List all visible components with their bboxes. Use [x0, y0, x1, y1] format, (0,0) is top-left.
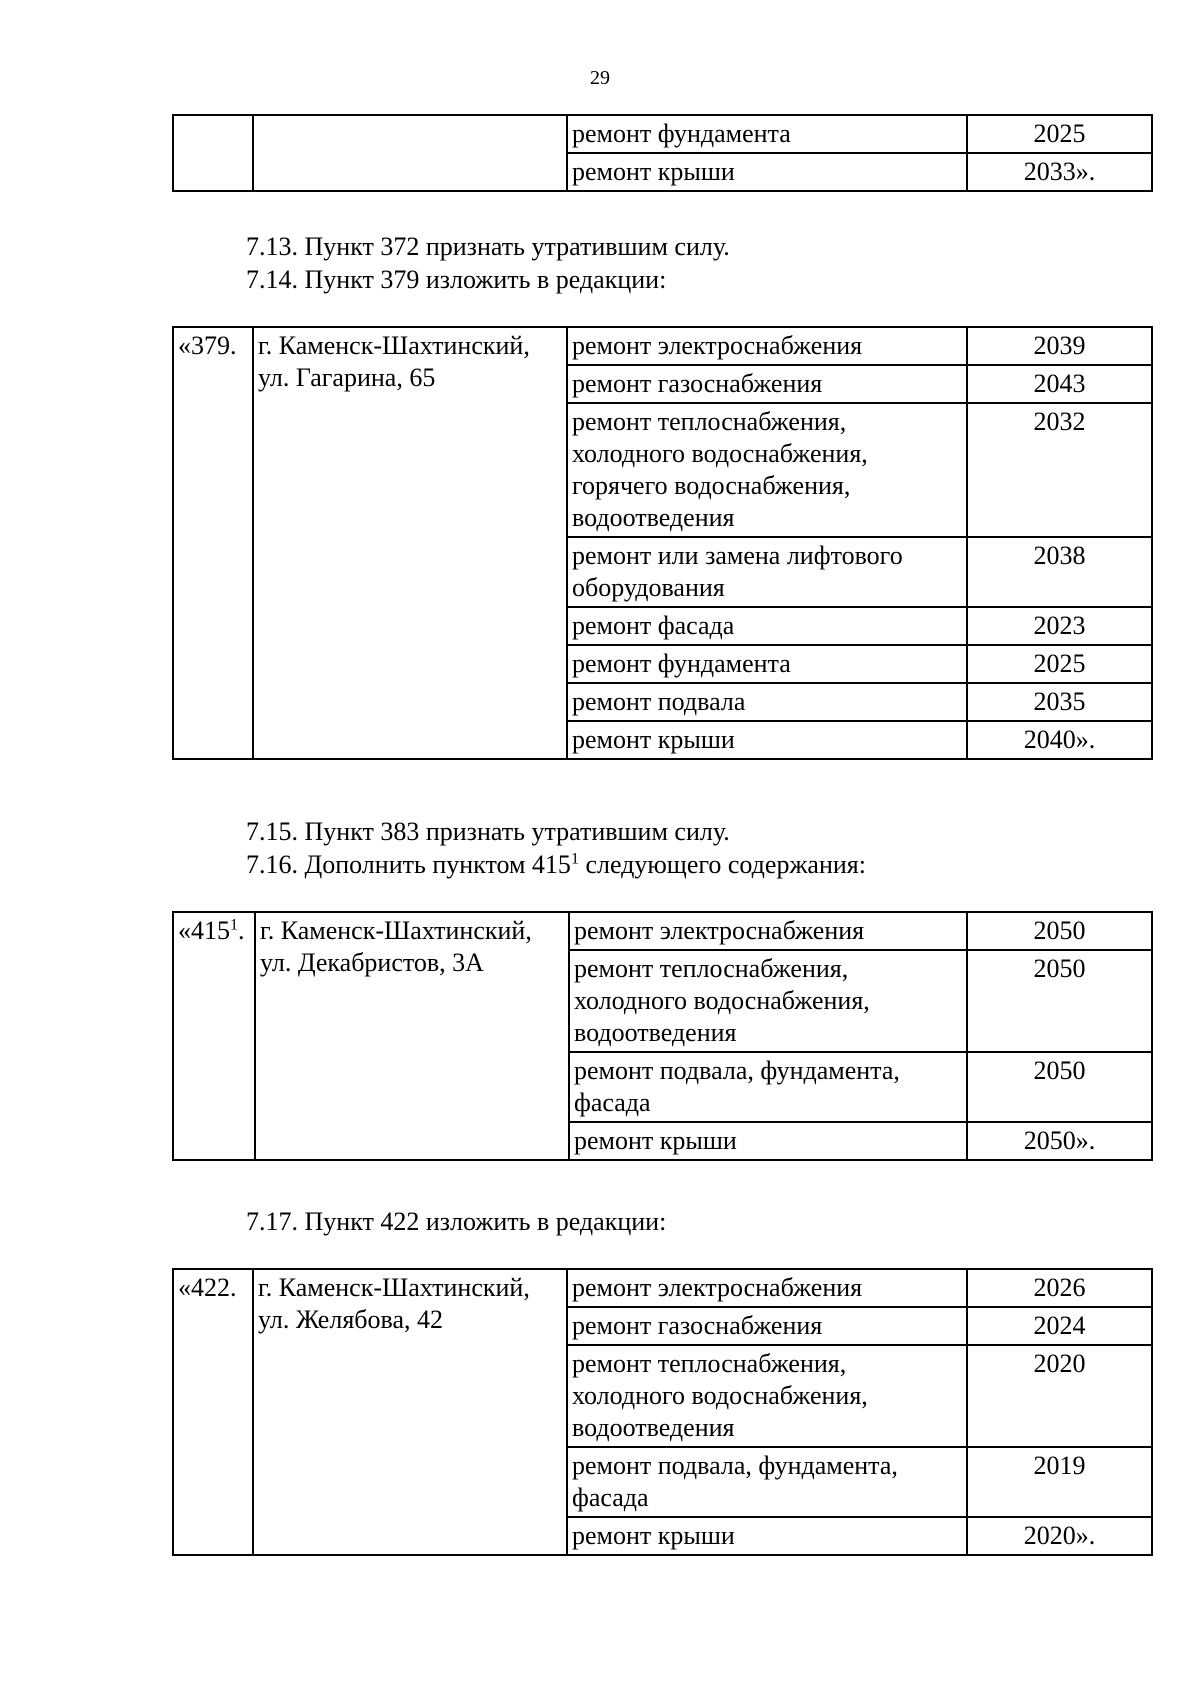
year-cell: 2038 [967, 537, 1152, 607]
paragraph-7-17: 7.17. Пункт 422 изложить в редакции: [246, 1207, 667, 1236]
work-cell: ремонт крыши [567, 1517, 967, 1555]
work-cell: ремонт теплоснабжения, холодного водоснабжения, водоотведения [567, 1345, 967, 1447]
work-cell: ремонт электроснабжения [567, 1269, 967, 1307]
year-cell: 2050 [967, 912, 1152, 950]
page-number: 29 [590, 67, 610, 89]
work-cell: ремонт крыши [567, 153, 967, 191]
work-cell: ремонт подвала, фундамента, фасада [569, 1052, 967, 1122]
number-cell [173, 115, 253, 191]
year-cell: 2039 [967, 327, 1152, 365]
table-row [173, 912, 1152, 950]
year-cell: 2020». [967, 1517, 1152, 1555]
work-cell: ремонт электроснабжения [567, 327, 967, 365]
work-cell: ремонт или замена лифтового оборудования [567, 537, 967, 607]
year-cell: 2025 [967, 115, 1152, 153]
table-continuation [172, 114, 1153, 192]
year-cell: 2050 [967, 950, 1152, 1052]
address-cell [253, 115, 567, 191]
paragraph-7-15: 7.15. Пункт 383 признать утратившим силу. [246, 817, 730, 846]
superscript: 1 [230, 916, 238, 934]
item-address: г. Каменск-Шахтинский, ул. Желябова, 42 [253, 1269, 567, 1555]
paragraph-7-14: 7.14. Пункт 379 изложить в редакции: [246, 265, 667, 294]
table-item-379 [172, 326, 1153, 760]
item-number [173, 912, 255, 1160]
work-cell: ремонт фундамента [567, 115, 967, 153]
item-number: «422. [173, 1269, 253, 1555]
year-cell: 2019 [967, 1447, 1152, 1517]
paragraph-7-13: 7.13. Пункт 372 признать утратившим силу. [246, 232, 730, 261]
paragraph-7-16 [246, 848, 866, 881]
item-number-main: «415 [178, 916, 230, 945]
work-cell: ремонт фундамента [567, 645, 967, 683]
work-cell: ремонт подвала [567, 683, 967, 721]
item-number: «379. [173, 327, 253, 759]
item-number-tail: . [238, 916, 245, 945]
year-cell: 2043 [967, 365, 1152, 403]
work-cell: ремонт газоснабжения [567, 365, 967, 403]
year-cell: 2026 [967, 1269, 1152, 1307]
paragraph-7-16-main: 7.16. Дополнить пунктом 415 [246, 850, 571, 879]
work-cell: ремонт теплоснабжения, холодного водоснабжения, водоотведения [569, 950, 967, 1052]
work-cell: ремонт подвала, фундамента, фасада [567, 1447, 967, 1517]
item-address: г. Каменск-Шахтинский, ул. Декабристов, 3А [255, 912, 569, 1160]
year-cell: 2050». [967, 1122, 1152, 1160]
table-item-422 [172, 1268, 1153, 1556]
year-cell: 2023 [967, 607, 1152, 645]
work-cell: ремонт фасада [567, 607, 967, 645]
work-cell: ремонт газоснабжения [567, 1307, 967, 1345]
year-cell: 2033». [967, 153, 1152, 191]
item-address: г. Каменск-Шахтинский, ул. Гагарина, 65 [253, 327, 567, 759]
year-cell: 2020 [967, 1345, 1152, 1447]
table-item-415-1 [172, 911, 1153, 1161]
work-cell: ремонт электроснабжения [569, 912, 967, 950]
work-cell: ремонт крыши [569, 1122, 967, 1160]
table-row [173, 1269, 1152, 1307]
work-cell: ремонт крыши [567, 721, 967, 759]
work-cell: ремонт теплоснабжения, холодного водоснабжения, горячего водоснабжения, водоотведения [567, 403, 967, 537]
year-cell: 2025 [967, 645, 1152, 683]
superscript: 1 [570, 850, 579, 868]
table-row [173, 115, 1152, 153]
year-cell: 2032 [967, 403, 1152, 537]
table-row [173, 327, 1152, 365]
year-cell: 2050 [967, 1052, 1152, 1122]
year-cell: 2024 [967, 1307, 1152, 1345]
year-cell: 2040». [967, 721, 1152, 759]
paragraph-7-16-tail: следующего содержания: [578, 850, 866, 879]
year-cell: 2035 [967, 683, 1152, 721]
